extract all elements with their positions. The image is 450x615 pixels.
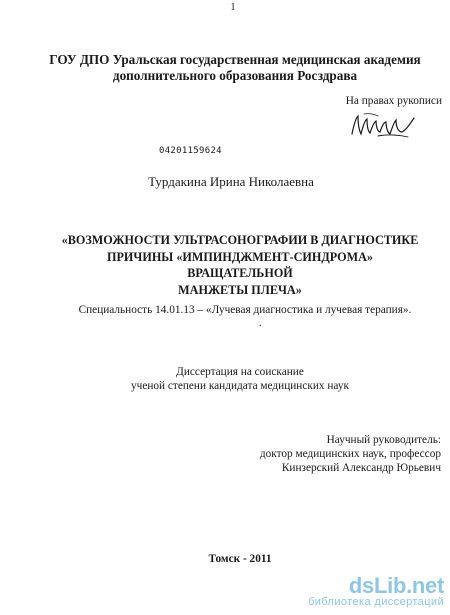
city-year: Томск - 2011	[208, 553, 272, 565]
scientific-advisor	[220, 433, 441, 475]
advisor-line-2: доктор медицинских наук, профессор	[259, 448, 441, 460]
title-line-1: «ВОЗМОЖНОСТИ УЛЬТРАСОНОГРАФИИ В ДИАГНОСТИКЕ	[61, 233, 419, 247]
institution-line-1: ГОУ ДПО Уральская государственная медицинская академия	[49, 52, 421, 67]
handwritten-signature	[348, 110, 418, 140]
title-line-3: МАНЖЕТЫ ПЛЕЧА»	[178, 282, 302, 297]
watermark-tagline: библиотека диссертаций	[308, 596, 444, 608]
institution-name	[30, 52, 440, 84]
watermark[interactable]	[284, 573, 444, 609]
stray-mark: .	[259, 318, 262, 329]
rights-notice: На правах рукописи	[345, 95, 442, 107]
watermark-logo[interactable]: dsLib.net	[348, 573, 444, 598]
advisor-line-3: Кинзерский Александр Юрьевич	[281, 462, 441, 474]
title-line-2: ПРИЧИНЫ «ИМПИНДЖМЕНТ-СИНДРОМА» ВРАЩАТЕЛЬНОЙ	[107, 249, 373, 280]
author-name: Турдакина Ирина Николаевна	[148, 174, 314, 189]
advisor-line-1: Научный руководитель:	[326, 434, 441, 446]
dissertation-line-1: Диссертация на соискание	[176, 366, 304, 378]
document-code: 04201159624	[159, 146, 222, 156]
institution-line-2: дополнительного образования Росздрава	[112, 68, 358, 83]
dissertation-statement	[40, 365, 440, 393]
dissertation-line-2: ученой степени кандидата медицинских наук	[131, 380, 349, 392]
dissertation-title	[60, 232, 420, 298]
specialty-line: Специальность 14.01.13 – «Лучевая диагностика и лучевая терапия».	[78, 304, 412, 316]
page-number: 1	[230, 2, 236, 13]
